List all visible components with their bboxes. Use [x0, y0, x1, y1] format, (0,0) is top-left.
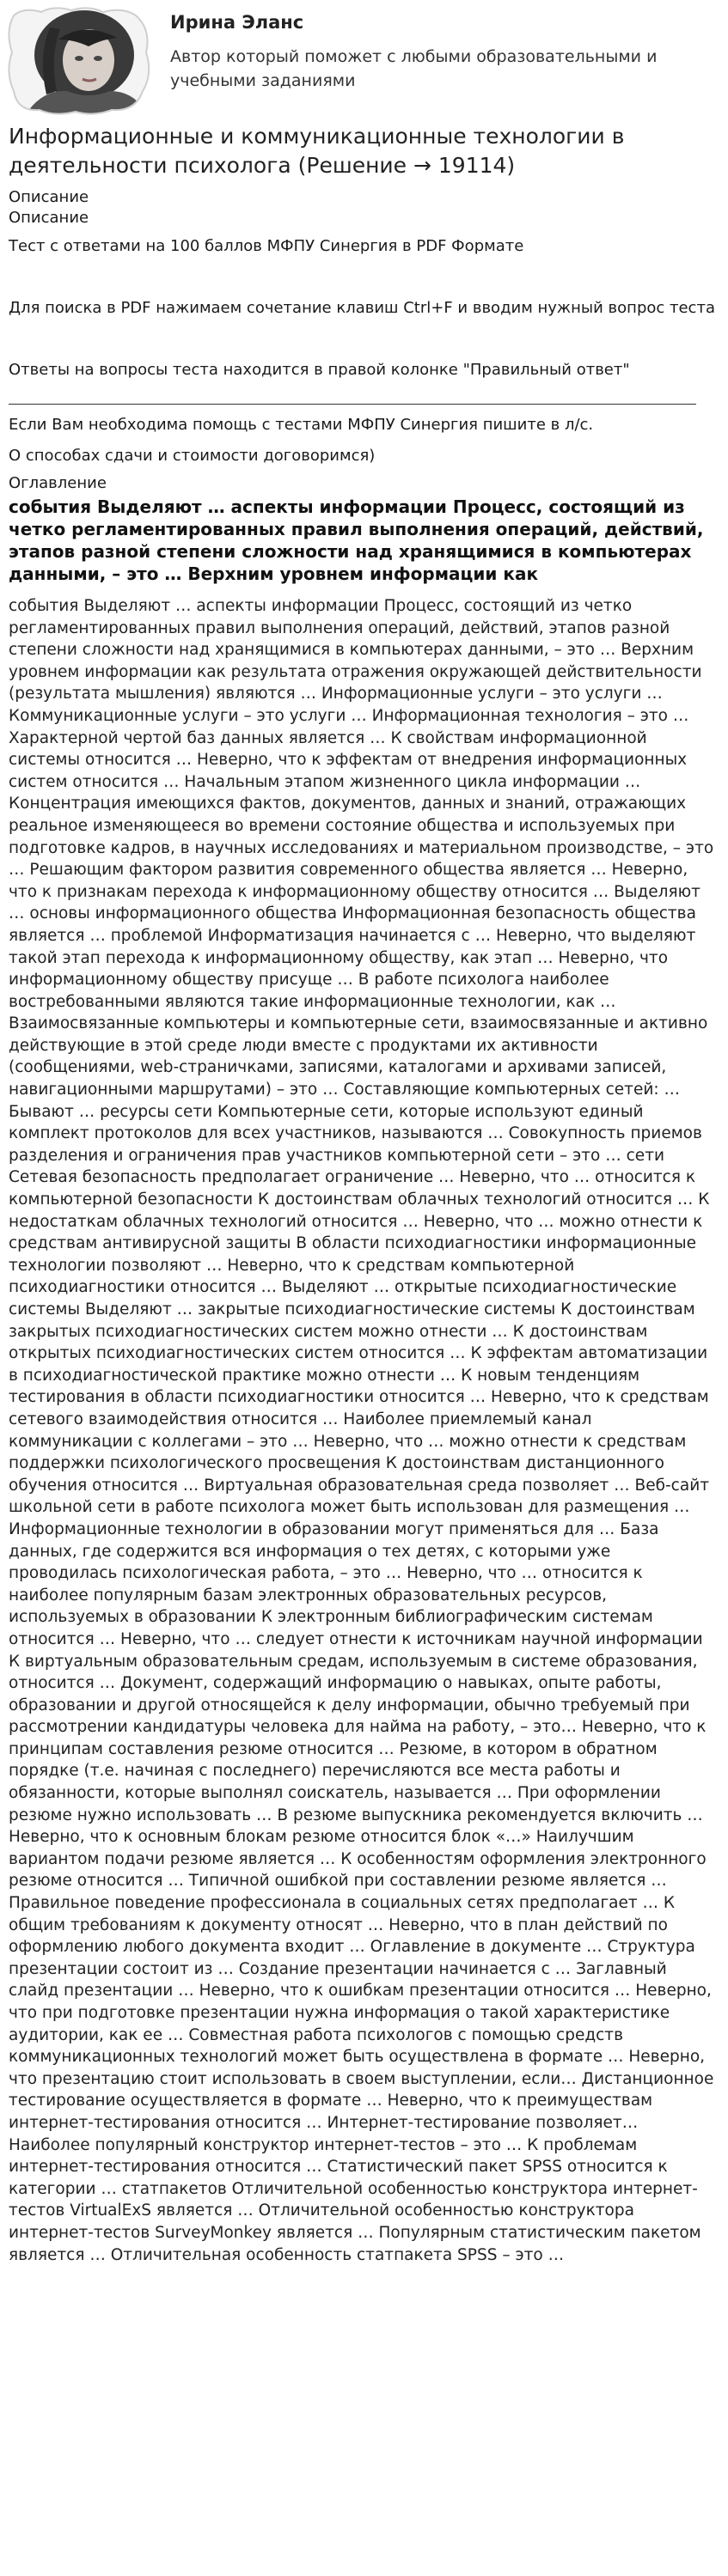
- search-hint: Для поиска в PDF нажимаем сочетание клавиш Ctrl+F и вводим нужный вопрос теста: [9, 299, 715, 317]
- author-name[interactable]: Ирина Эланс: [170, 12, 304, 33]
- toc-label: Оглавление: [9, 474, 107, 492]
- answers-hint: Ответы на вопросы теста находится в правой колонке "Правильный ответ": [9, 361, 630, 379]
- section-body: события Выделяют … аспекты информации Процесс, состоящий из четко регламентированных правил выполнения операций, действий, этапов разной степени сложности над хранящимися в компьютерах данными, – это … Верхним уровнем информации как результата отражения окружающей действительности (результата мышления) являются … Информационные услуги – это услуги … Коммуникационные услуги – это услуги … Информационная технология – это … Характерной чертой баз данных является … К свойствам информационной системы относится … Неверно, что к эффектам от внедрения информационных систем относится … Начальным этапом жизненного цикла информации … Концентрация имеющихся фактов, документов, данных и знаний, отражающих реальное изменяющееся во времени состояние общества и используемых при подготовке кадров, в научных исследованиях и материальном производстве, – это … Решающим фактором развития современного общества является … Неверно, что к признакам перехода к информационному обществу относится … Выделяют … основы информационного общества Информационная безопасность общества является … проблемой Информатизация начинается с … Неверно, что выделяют такой этап перехода к информационному обществу, как этап … Неверно, что информационному обществу присуще … В работе психолога наиболее востребованными являются такие информационные технологии, как … Взаимосвязанные компьютеры и компьютерные сети, взаимосвязанные и активно действующие в этой среде люди вместе с продуктами их активности (сообщениями, web-страничками, записями, каталогами и архивами записей, навигационными маршрутами) – это … Составляющие компьютерных сетей: … Бывают … ресурсы сети Компьютерные сети, которые используют единый комплект протоколов для всех участников, называются … Совокупность приемов разделения и ограничения прав участников компьютерной сети – это … сети Сетевая безопасность предполагает ограничение … Неверно, что … относится к компьютерной безопасности К достоинствам облачных технологий относится … К недостаткам облачных технологий относится … Неверно, что … можно отнести к средствам антивирусной защиты В области психодиагностики информационные технологии позволяют … Неверно, что к средствам компьютерной психодиагностики относится … Выделяют … открытые психодиагностические системы Выделяют … закрытые психодиагностические системы К достоинствам закрытых психодиагностических систем можно отнести … К достоинствам открытых психодиагностических систем относится … К эффектам автоматизации в психодиагностической практике можно отнести … К новым тенденциям тестирования в области психодиагностики относится … Неверно, что к средствам сетевого взаимодействия относится … Наиболее приемлемый канал коммуникации с коллегами – это … Неверно, что … можно отнести к средствам поддержки психологического просвещения К достоинствам дистанционного обучения относится … Виртуальная образовательная среда позволяет … Веб-сайт школьной сети в работе психолога может быть использован для размещения … Информационные технологии в образовании могут применяться для … База данных, где содержится вся информация о тех детях, с которыми уже проводилась психологическая работа, – это … Неверно, что … относится к наиболее популярным базам электронных образовательных ресурсов, используемых в образовании К электронным библиографическим системам относится … Неверно, что … следует отнести к источникам научной информации К виртуальным образовательным средам, используемым в системе образования, относится … Документ, содержащий информацию о навыках, опыте работы, образовании и другой относящейся к делу информации, обычно требуемый при рассмотрении кандидатуры человека для найма на работу, – это… Неверно, что к принципам составления резюме относится … Резюме, в котором в обратном порядке (т.е. начиная с последнего) перечисляются все места работы и обязанности, которые выполнял соискатель, называется … При оформлении резюме нужно использовать … В резюме выпускника рекомендуется включить … Неверно, что к основным блокам резюме относится блок «…» Наилучшим вариантом подачи резюме является … К особенностям оформления электронного резюме относится … Типичной ошибкой при составлении резюме является … Правильное поведение профессионала в социальных сетях предполагает … К общим требованиям к документу относят … Неверно, что в план действий по оформлению любого документа входит … Оглавление в документе … Структура презентации состоит из … Создание презентации начинается с … Заглавный слайд презентации … Неверно, что к ошибкам презентации относится … Неверно, что при подготовке презентации нужна информация о такой характеристике аудитории, как ее … Совместная работа психологов с помощью средств коммуникационных технологий может быть осуществлена в формате … Неверно, что презентацию стоит использовать в своем выступлении, если… Дистанционное тестирование осуществляется в формате … Неверно, что к преимуществам интернет-тестирования относится … Интернет-тестирование позволяет… Наиболее популярный конструктор интернет-тестов – это … К проблемам интернет-тестирования относится … Статистический пакет SPSS относится к категории … статпакетов Отличительной особенностью конструктора интернет-тестов VirtualExS является … Отличительной особенностью конструктора интернет-тестов SurveyMonkey является … Популярным статистическим пакетом является … Отличительная особенность статпакета SPSS – это …: [9, 597, 714, 2264]
- price-note: О способах сдачи и стоимости договоримся): [9, 447, 376, 465]
- description-label-secondary: Описание: [9, 209, 89, 227]
- author-card: [7, 5, 712, 117]
- author-avatar[interactable]: [7, 5, 155, 117]
- description-label: Описание: [9, 188, 89, 206]
- section-heading: события Выделяют … аспекты информации Процесс, состоящий из четко регламентированных правил выполнения операций, действий, этапов разной степени сложности над хранящимися в компьютерах данными, – это … Верхним уровнем информации как: [9, 496, 704, 584]
- help-note: Если Вам необходима помощь с тестами МФПУ Синергия пишите в л/с.: [9, 416, 594, 434]
- document-content: [9, 122, 715, 2266]
- author-description: Автор который поможет с любыми образовательными и учебными заданиями: [170, 47, 658, 90]
- divider: [9, 404, 696, 405]
- page-title: Информационные и коммуникационные технологии в деятельности психолога (Решение → 19114): [9, 124, 625, 178]
- intro-text: Тест с ответами на 100 баллов МФПУ Синергия в PDF Формате: [9, 237, 524, 255]
